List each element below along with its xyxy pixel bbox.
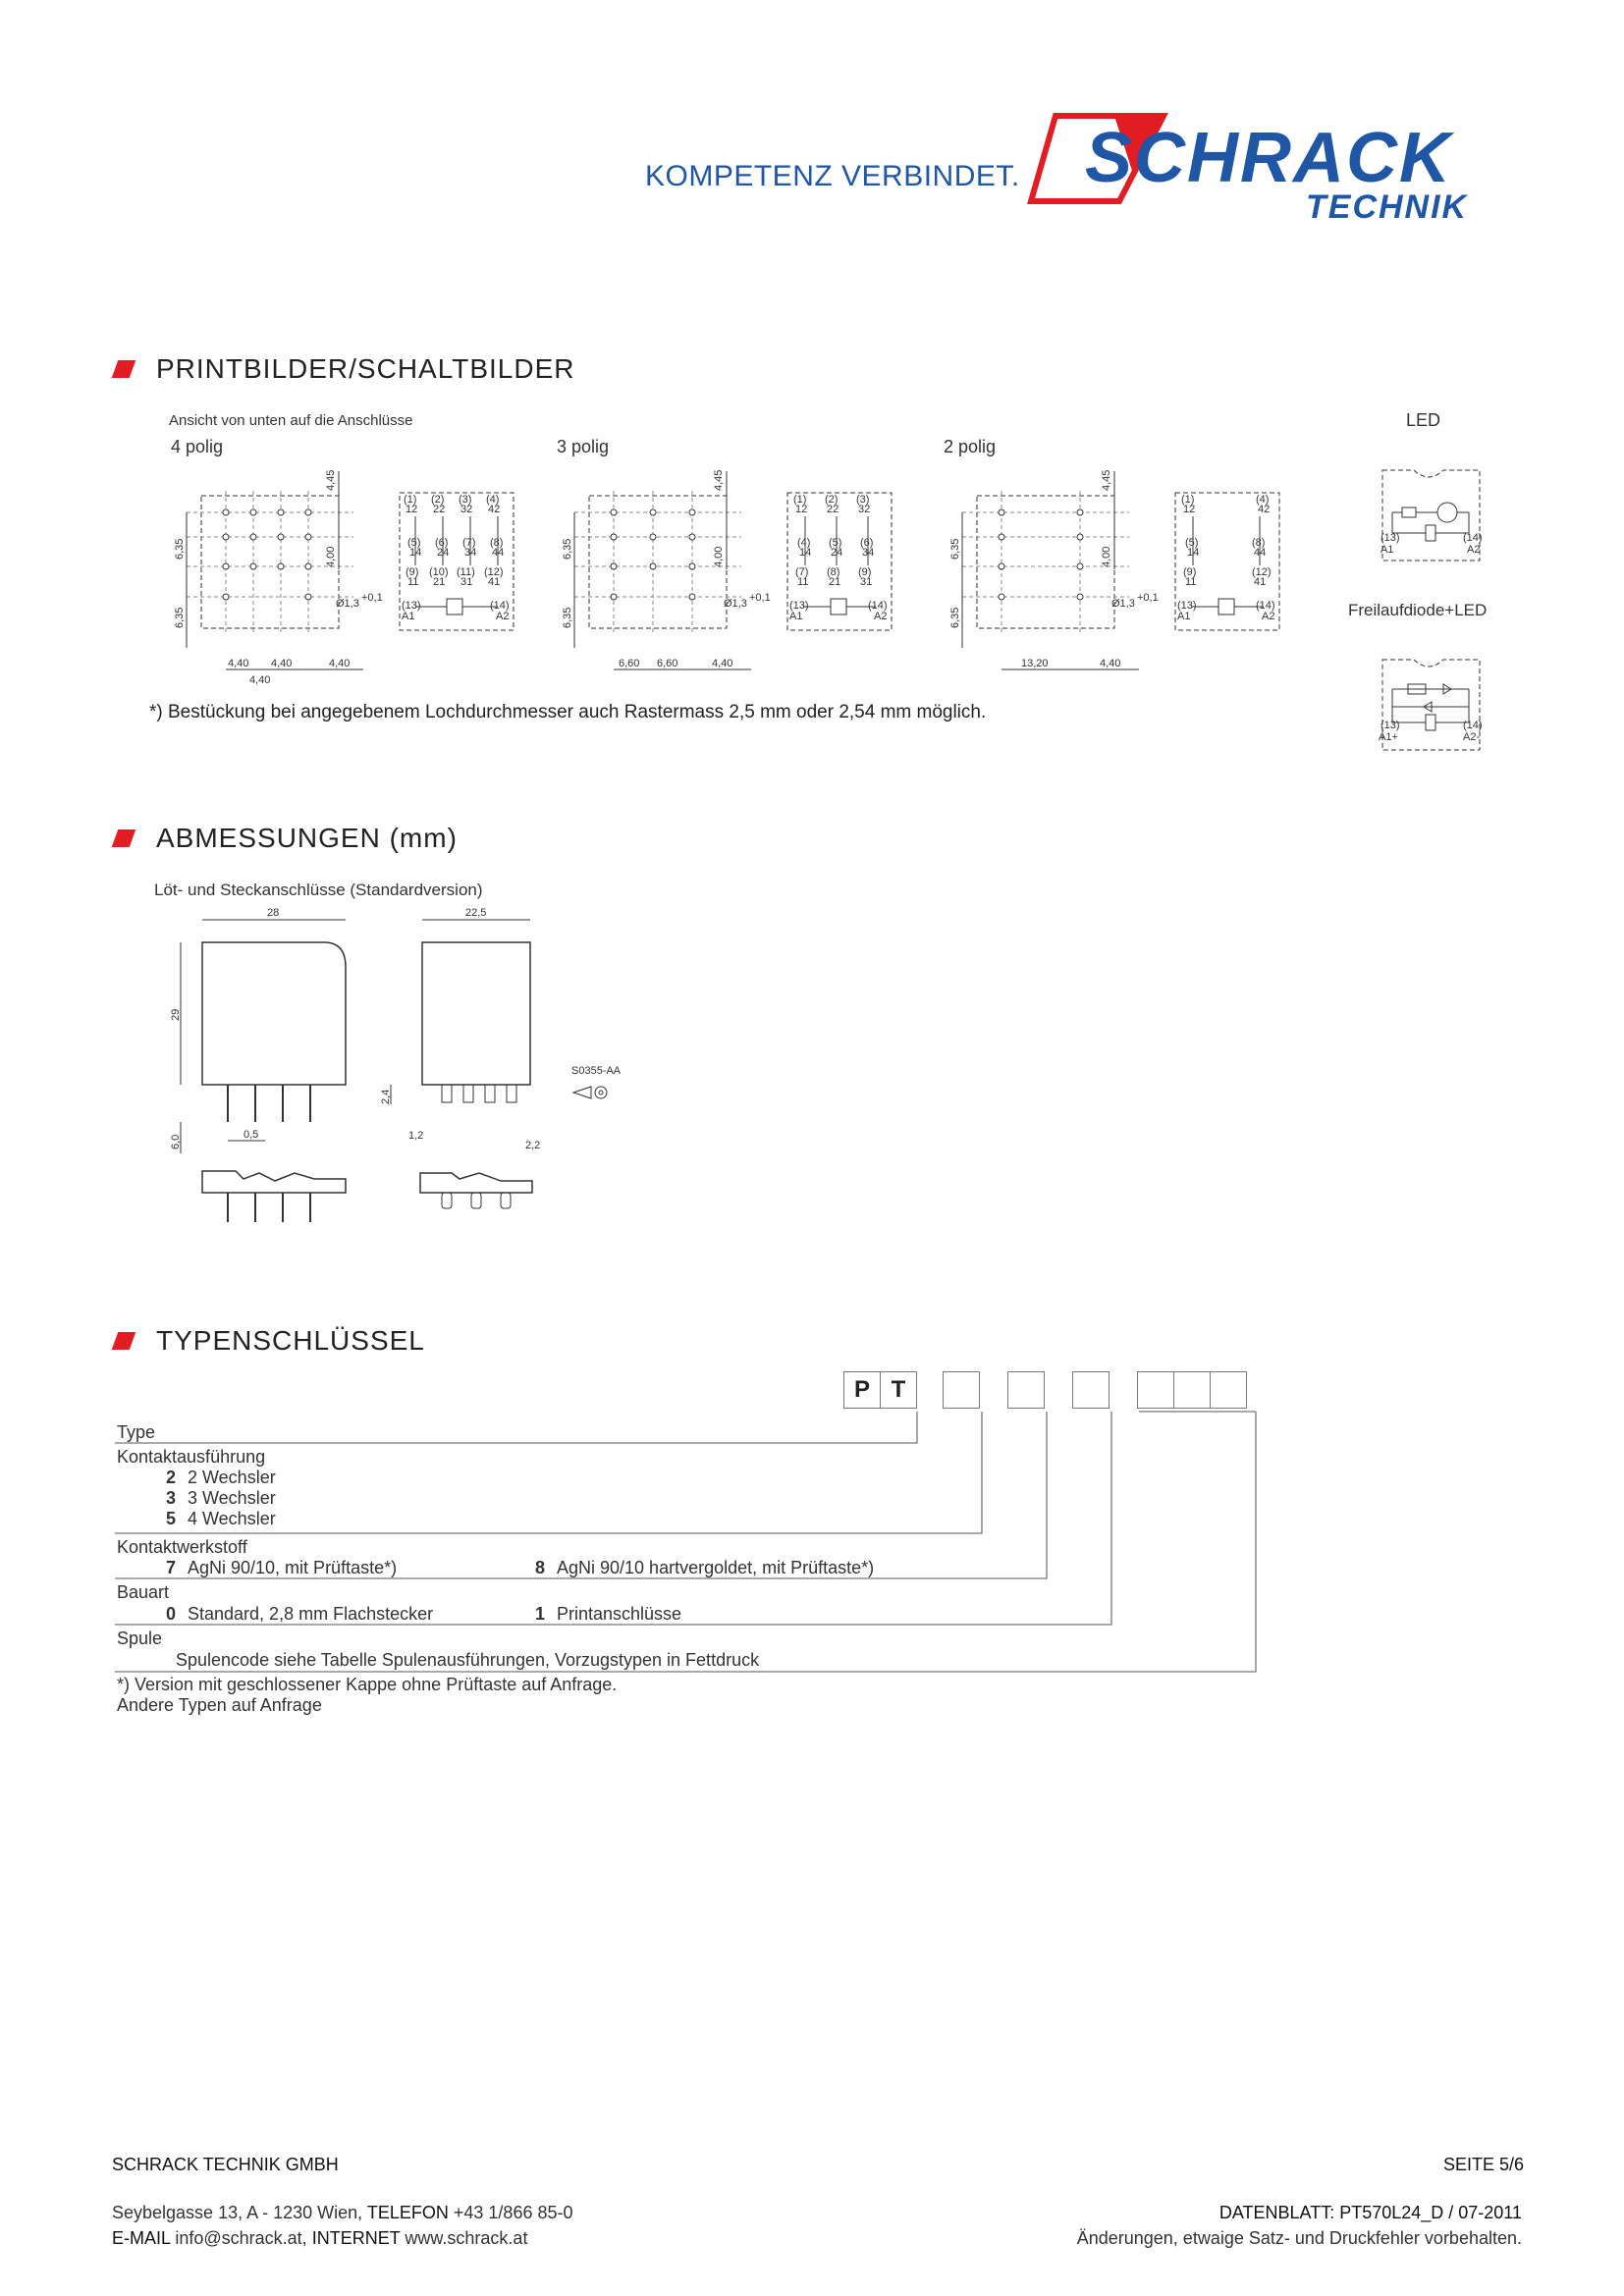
dim-pin-gap2: 2,2 [525, 1140, 541, 1151]
dim-v2: 6,35 [174, 607, 186, 628]
code-box-spule-2 [1173, 1371, 1211, 1409]
spule-text: Spulencode siehe Tabelle Spulenausführungen, Vorzugstypen in Fettdruck [176, 1650, 760, 1670]
dim-depth: 22,5 [465, 907, 487, 919]
svg-text:34: 34 [862, 547, 875, 559]
code-box-kontakt [943, 1371, 980, 1409]
werk-item: 7 AgNi 90/10, mit Prüftaste*) [165, 1558, 398, 1577]
dim-b3: 4,40 [329, 658, 351, 669]
svg-text:(13): (13) [1177, 600, 1197, 612]
svg-text:4,40: 4,40 [712, 658, 733, 669]
svg-text:(7): (7) [462, 537, 476, 549]
dim-pin-len: 6,0 [170, 1134, 182, 1149]
svg-text:24: 24 [437, 547, 450, 559]
svg-text:(12): (12) [1252, 566, 1272, 578]
svg-text:A1: A1 [789, 611, 803, 622]
dim-hole: Ø1,3 [336, 598, 359, 610]
code-box-bauart [1072, 1371, 1110, 1409]
svg-text:31: 31 [860, 576, 873, 588]
code-box-t: T [880, 1371, 917, 1409]
section-marker-icon [112, 1332, 136, 1350]
svg-text:(5): (5) [407, 537, 421, 549]
svg-text:(5): (5) [1185, 537, 1199, 549]
svg-text:(14): (14) [1256, 600, 1275, 612]
svg-text:(8): (8) [1252, 537, 1266, 549]
led-label: LED [1406, 410, 1441, 430]
slogan: KOMPETENZ VERBINDET. [645, 160, 1020, 192]
dim-pin-gap: 1,2 [408, 1130, 424, 1142]
svg-text:21: 21 [829, 576, 841, 588]
svg-text:(1): (1) [1181, 494, 1195, 506]
svg-text:41: 41 [488, 576, 501, 588]
svg-text:Ø1,3: Ø1,3 [1111, 598, 1135, 610]
dim-pin-w: 0,5 [244, 1129, 259, 1141]
section1-footnote: *) Bestückung bei angegebenem Lochdurchmesser auch Rastermass 2,5 mm oder 2,54 mm möglich. [149, 702, 987, 722]
dim-hole-tol: +0,1 [361, 592, 383, 604]
svg-text:4,00: 4,00 [713, 546, 725, 567]
svg-text:(1): (1) [793, 494, 807, 506]
dim-v1: 6,35 [174, 538, 186, 560]
printbild-2-pole [943, 452, 1159, 697]
svg-text:Ø1,3: Ø1,3 [724, 598, 747, 610]
svg-text:+0,1: +0,1 [749, 592, 771, 604]
printbild-3-pole [555, 452, 771, 697]
svg-text:(9): (9) [406, 566, 419, 578]
svg-text:(14): (14) [1463, 532, 1483, 544]
freilauf-label: Freilaufdiode+LED [1348, 601, 1488, 619]
svg-text:42: 42 [488, 504, 501, 515]
svg-text:22: 22 [433, 504, 446, 515]
svg-text:(13): (13) [1380, 532, 1400, 544]
footer-datasheet: DATENBLATT: PT570L24_D / 07-2011 [1218, 2203, 1522, 2222]
svg-text:(2): (2) [825, 494, 839, 506]
bau-item: 1 Printanschlüsse [534, 1604, 682, 1624]
svg-text:(8): (8) [827, 566, 840, 578]
abmessungen-subtitle: Löt- und Steckanschlüsse (Standardversion) [154, 881, 483, 899]
svg-text:A2: A2 [496, 611, 510, 622]
row-werk-title: Kontaktwerkstoff [117, 1537, 247, 1557]
svg-text:32: 32 [858, 504, 871, 515]
svg-text:14: 14 [1187, 547, 1200, 559]
svg-text:(3): (3) [459, 494, 472, 506]
svg-text:(4): (4) [797, 537, 811, 549]
svg-text:(6): (6) [435, 537, 449, 549]
svg-text:44: 44 [1254, 547, 1267, 559]
footer-page: SEITE 5/6 [1443, 2155, 1525, 2174]
svg-text:(9): (9) [1183, 566, 1197, 578]
view-note: Ansicht von unten auf die Anschlüsse [169, 412, 413, 429]
svg-text:(13): (13) [402, 600, 421, 612]
schrack-logo [1026, 108, 1537, 226]
typenschluessel-lines [115, 1409, 1264, 1674]
svg-text:(13): (13) [789, 600, 809, 612]
dimension-drawing [167, 898, 638, 1232]
section-title: TYPENSCHLÜSSEL [156, 1325, 425, 1356]
svg-text:14: 14 [409, 547, 422, 559]
section-printbilder-header [115, 353, 574, 385]
svg-text:11: 11 [407, 576, 419, 588]
web-link[interactable]: www.schrack.at [405, 2228, 528, 2248]
svg-text:4,00: 4,00 [1101, 546, 1112, 567]
svg-text:22: 22 [827, 504, 839, 515]
freilauf-led-schematic [1375, 656, 1488, 754]
row-kontakt-title: Kontaktausführung [117, 1447, 266, 1467]
svg-text:6,35: 6,35 [949, 538, 961, 560]
dim-b2: 4,40 [271, 658, 293, 669]
svg-text:21: 21 [433, 576, 446, 588]
svg-text:31: 31 [460, 576, 473, 588]
kontakt-item: 5 4 Wechsler [165, 1509, 276, 1528]
svg-text:+0,1: +0,1 [1137, 592, 1159, 604]
section-marker-icon [112, 360, 136, 378]
drawing-code: S0355-AA [571, 1065, 622, 1077]
variant-2-label: 2 polig [944, 437, 997, 456]
svg-text:(14): (14) [868, 600, 888, 612]
svg-text:(8): (8) [490, 537, 504, 549]
svg-text:(12): (12) [484, 566, 504, 578]
svg-text:(4): (4) [1256, 494, 1270, 506]
svg-text:A2: A2 [874, 611, 888, 622]
svg-text:11: 11 [797, 576, 809, 588]
svg-text:A2-: A2- [1463, 731, 1481, 743]
kontakt-item: 3 3 Wechsler [165, 1488, 276, 1508]
svg-text:(9): (9) [858, 566, 872, 578]
svg-text:A1: A1 [1177, 611, 1191, 622]
svg-text:41: 41 [1254, 576, 1267, 588]
row-type: Type [117, 1422, 156, 1442]
code-box-spule-1 [1137, 1371, 1174, 1409]
svg-text:(6): (6) [860, 537, 874, 549]
dim-mid: 4,00 [325, 546, 337, 567]
schematic-2-pole [1173, 491, 1281, 633]
dim-pin-h: 2,4 [380, 1089, 392, 1104]
svg-text:A2: A2 [1262, 611, 1275, 622]
svg-text:42: 42 [1258, 504, 1271, 515]
svg-text:(7): (7) [795, 566, 809, 578]
email-link[interactable]: info@schrack.at, [175, 2228, 307, 2248]
schematic-4-pole [398, 491, 515, 633]
svg-text:6,35: 6,35 [949, 607, 961, 628]
section-title: ABMESSUNGEN (mm) [156, 823, 458, 853]
svg-text:13,20: 13,20 [1021, 658, 1049, 669]
code-box-spule-3 [1210, 1371, 1247, 1409]
footer-company: SCHRACK TECHNIK GMBH [112, 2155, 339, 2174]
svg-text:34: 34 [464, 547, 477, 559]
logo-sub-text: TECHNIK [1306, 188, 1469, 226]
section-marker-icon [112, 829, 136, 847]
code-box-p: P [843, 1371, 881, 1409]
svg-text:A1+: A1+ [1379, 731, 1398, 743]
logo-main-text: SCHRACK [1085, 119, 1452, 197]
footer-disclaimer: Änderungen, etwaige Satz- und Druckfehler vorbehalten. [1076, 2228, 1522, 2248]
svg-text:11: 11 [1185, 576, 1197, 588]
svg-text:(2): (2) [431, 494, 445, 506]
dim-b4: 4,40 [249, 674, 271, 686]
werk-item: 8 AgNi 90/10 hartvergoldet, mit Prüftaste*) [534, 1558, 875, 1577]
note-2: Andere Typen auf Anfrage [117, 1695, 322, 1715]
svg-text:44: 44 [492, 547, 505, 559]
code-box-werkstoff [1007, 1371, 1045, 1409]
row-bau-title: Bauart [117, 1582, 170, 1602]
svg-text:(1): (1) [404, 494, 417, 506]
svg-text:4,45: 4,45 [713, 469, 725, 491]
section-title: PRINTBILDER/SCHALTBILDER [156, 353, 575, 384]
dim-width: 28 [267, 907, 280, 919]
led-schematic [1375, 466, 1488, 564]
svg-text:A2: A2 [1467, 544, 1481, 556]
svg-text:12: 12 [406, 504, 418, 515]
svg-text:6,60: 6,60 [619, 658, 640, 669]
svg-text:4,45: 4,45 [1101, 469, 1112, 491]
svg-text:(10): (10) [429, 566, 449, 578]
bau-item: 0 Standard, 2,8 mm Flachstecker [165, 1604, 434, 1624]
section-typenschluessel-header [115, 1325, 425, 1357]
svg-text:(4): (4) [486, 494, 500, 506]
svg-text:A1: A1 [1380, 544, 1394, 556]
svg-text:(11): (11) [457, 566, 475, 578]
dim-top: 4,45 [325, 469, 337, 491]
svg-text:24: 24 [831, 547, 843, 559]
svg-text:6,60: 6,60 [657, 658, 678, 669]
variant-3-label: 3 polig [557, 437, 610, 456]
footer-address-line: Seybelgasse 13, A - 1230 Wien, TELEFON +43 1/866 85-0 [112, 2203, 573, 2222]
svg-text:6,35: 6,35 [562, 538, 573, 560]
svg-text:6,35: 6,35 [562, 607, 573, 628]
schematic-3-pole [785, 491, 893, 633]
section-abmessungen-header [115, 823, 458, 854]
note-1: *) Version mit geschlossener Kappe ohne Prüftaste auf Anfrage. [117, 1675, 618, 1694]
svg-text:A1: A1 [402, 611, 415, 622]
row-spule-title: Spule [117, 1629, 163, 1648]
footer-contact-line: E-MAIL info@schrack.at, INTERNET www.schrack.at [112, 2228, 528, 2248]
dim-height: 29 [170, 1008, 182, 1021]
svg-text:(3): (3) [856, 494, 870, 506]
dim-b1: 4,40 [228, 658, 249, 669]
svg-text:32: 32 [460, 504, 473, 515]
variant-4-label: 4 polig [171, 437, 224, 456]
svg-text:12: 12 [795, 504, 808, 515]
printbild-4-pole [167, 452, 383, 697]
svg-text:(13): (13) [1380, 720, 1400, 731]
svg-text:12: 12 [1183, 504, 1196, 515]
svg-text:14: 14 [799, 547, 812, 559]
svg-text:4,40: 4,40 [1100, 658, 1121, 669]
svg-text:(14): (14) [490, 600, 510, 612]
svg-text:(14): (14) [1463, 720, 1483, 731]
svg-text:(5): (5) [829, 537, 842, 549]
kontakt-item: 2 2 Wechsler [165, 1468, 276, 1487]
